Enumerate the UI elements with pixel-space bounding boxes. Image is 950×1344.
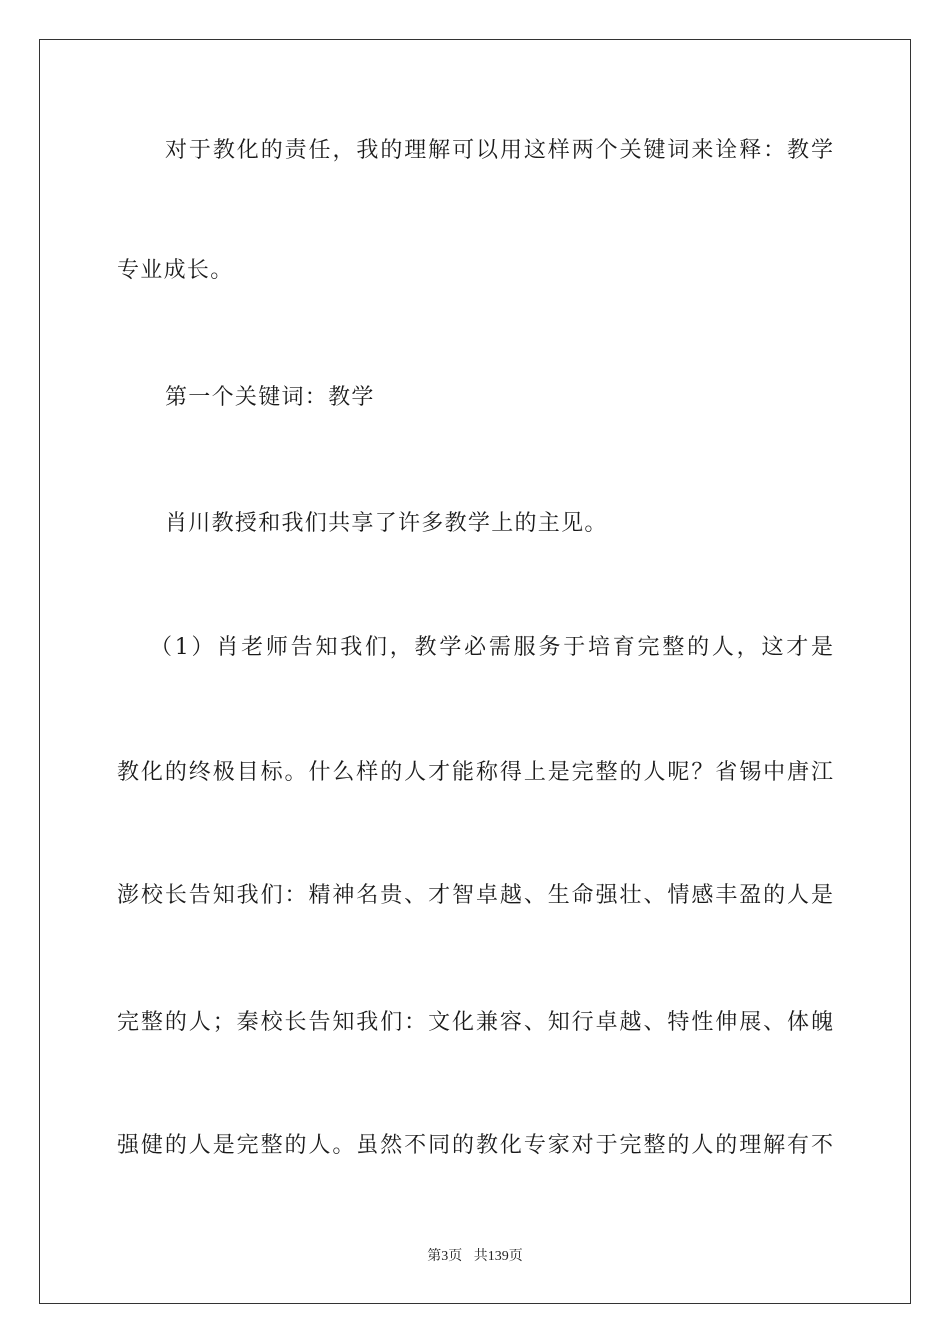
page-border <box>39 39 911 1304</box>
paragraph-line: 教化的终极目标。什么样的人才能称得上是完整的人呢？省锡中唐江 <box>117 760 833 785</box>
page-number: 第3页 <box>427 1249 463 1264</box>
total-pages: 共139页 <box>473 1249 523 1264</box>
paragraph-line: 专业成长。 <box>117 258 234 283</box>
section-heading: 第一个关键词：教学 <box>165 385 375 410</box>
page-footer <box>0 1245 950 1265</box>
paragraph-line: （1）肖老师告知我们，教学必需服务于培育完整的人，这才是 <box>150 635 833 660</box>
paragraph-line: 肖川教授和我们共享了许多教学上的主见。 <box>165 511 608 536</box>
paragraph-line: 强健的人是完整的人。虽然不同的教化专家对于完整的人的理解有不 <box>117 1133 833 1158</box>
paragraph-line: 对于教化的责任，我的理解可以用这样两个关键词来诠释：教学 <box>165 138 833 163</box>
paragraph-line: 澎校长告知我们：精神名贵、才智卓越、生命强壮、情感丰盈的人是 <box>117 883 833 908</box>
paragraph-line: 完整的人；秦校长告知我们：文化兼容、知行卓越、特性伸展、体魄 <box>117 1010 833 1035</box>
